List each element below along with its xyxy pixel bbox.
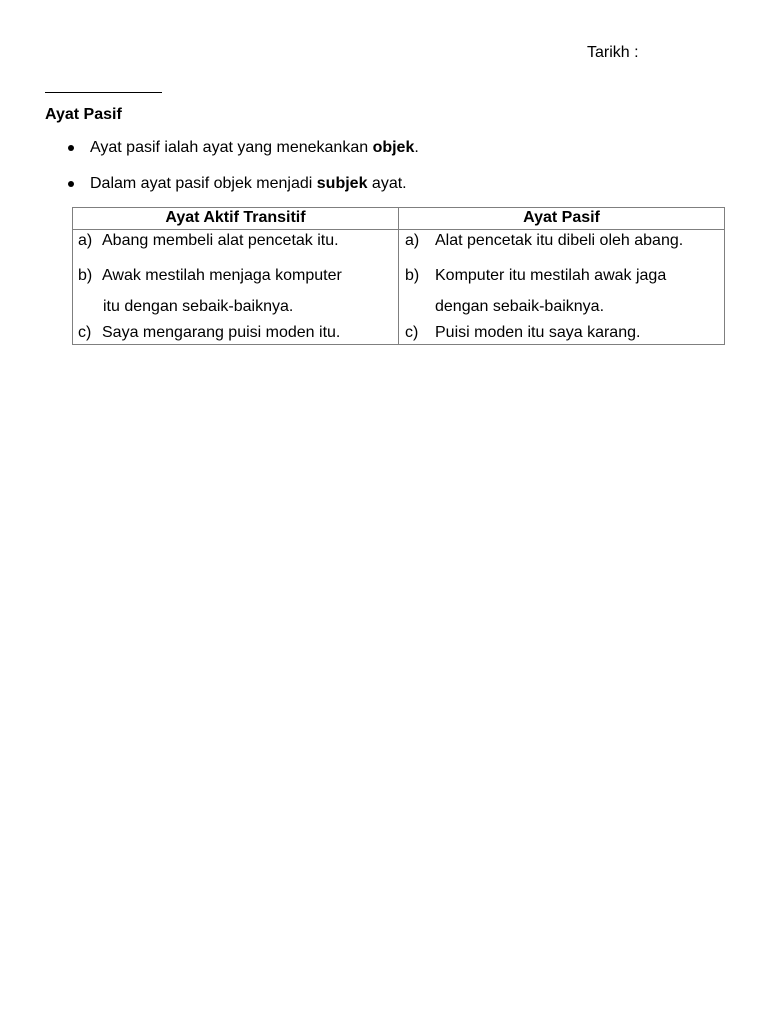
bullet-icon	[68, 145, 74, 151]
sentence	[73, 260, 398, 322]
definition-list	[66, 138, 419, 210]
sentence-text-continued: itu dengan sebaik-baiknya.	[103, 298, 294, 315]
sentence	[73, 230, 398, 260]
bullet-text-part: .	[414, 139, 419, 156]
table-row	[73, 260, 725, 322]
table-cell-active	[73, 322, 399, 345]
page-title: Ayat Pasif	[45, 106, 122, 123]
table-cell-passive	[399, 260, 725, 322]
sentence-text-continued: dengan sebaik-baiknya.	[435, 298, 605, 315]
sentence	[399, 230, 724, 260]
sentence	[399, 260, 724, 322]
bullet-text	[90, 175, 407, 192]
sentence-text: Awak mestilah menjaga komputer	[102, 267, 342, 284]
table-header-row	[73, 208, 725, 230]
sentence-text: Puisi moden itu saya karang.	[435, 324, 641, 341]
bullet-emphasis: objek	[372, 139, 415, 156]
table-cell-active	[73, 230, 399, 261]
item-marker: b)	[78, 267, 93, 284]
table-cell-active	[73, 260, 399, 322]
date-label: Tarikh :	[587, 44, 639, 61]
sentence	[73, 322, 398, 344]
comparison-table	[72, 207, 725, 345]
sentence-text: Komputer itu mestilah awak jaga	[435, 267, 667, 284]
bullet-text-part: ayat.	[367, 175, 407, 192]
bullet-emphasis: subjek	[316, 175, 368, 192]
date-blank-line	[45, 92, 162, 93]
table-cell-passive	[399, 230, 725, 261]
column-header-active: Ayat Aktif Transitif	[73, 208, 399, 230]
item-marker: c)	[78, 324, 92, 341]
table-row	[73, 322, 725, 345]
table-row	[73, 230, 725, 261]
item-marker: a)	[405, 232, 420, 249]
list-item	[66, 174, 419, 194]
sentence-text: Saya mengarang puisi moden itu.	[102, 324, 341, 341]
bullet-text-part: Dalam ayat pasif objek menjadi	[90, 175, 317, 192]
sentence-text: Abang membeli alat pencetak itu.	[102, 232, 339, 249]
table-cell-passive	[399, 322, 725, 345]
bullet-text-part: Ayat pasif ialah ayat yang menekankan	[90, 139, 373, 156]
bullet-text	[90, 139, 419, 156]
item-marker: b)	[405, 267, 420, 284]
column-header-passive: Ayat Pasif	[399, 208, 725, 230]
sentence	[399, 322, 724, 344]
item-marker: a)	[78, 232, 93, 249]
item-marker: c)	[405, 324, 419, 341]
sentence-text: Alat pencetak itu dibeli oleh abang.	[435, 232, 684, 249]
bullet-icon	[68, 181, 74, 187]
list-item	[66, 138, 419, 158]
